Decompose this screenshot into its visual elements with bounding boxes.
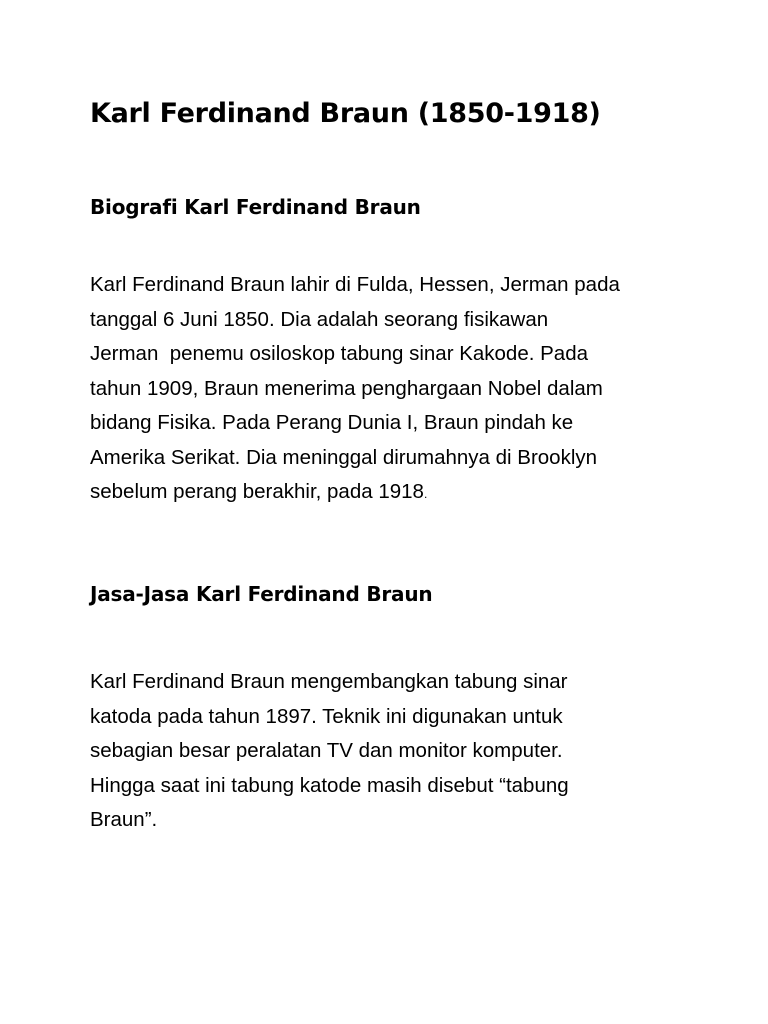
paragraph-jasa bbox=[90, 665, 690, 838]
section-heading-jasa: Jasa-Jasa Karl Ferdinand Braun bbox=[90, 582, 433, 606]
paragraph-line: sebagian besar peralatan TV dan monitor komputer. bbox=[90, 739, 563, 762]
paragraph-biografi bbox=[90, 268, 690, 512]
paragraph-line: Braun”. bbox=[90, 808, 158, 831]
paragraph-end-mark: . bbox=[423, 487, 428, 501]
paragraph-line: Amerika Serikat. Dia meninggal dirumahnya di Brooklyn bbox=[90, 445, 598, 469]
paragraph-line: tanggal 6 Juni 1850. Dia adalah seorang fisikawan bbox=[90, 307, 549, 331]
paragraph-line: Karl Ferdinand Braun mengembangkan tabung sinar bbox=[90, 670, 568, 693]
paragraph-line: Hingga saat ini tabung katode masih disebut “tabung bbox=[90, 773, 569, 797]
paragraph-line: tahun 1909, Braun menerima penghargaan Nobel dalam bbox=[90, 376, 603, 400]
section-heading-biografi: Biografi Karl Ferdinand Braun bbox=[90, 195, 421, 219]
paragraph-line: Karl Ferdinand Braun lahir di Fulda, Hessen, Jerman pada bbox=[90, 273, 620, 296]
document-title: Karl Ferdinand Braun (1850-1918) bbox=[90, 98, 601, 129]
paragraph-line: bidang Fisika. Pada Perang Dunia I, Braun pindah ke bbox=[90, 411, 574, 434]
paragraph-line: katoda pada tahun 1897. Teknik ini digunakan untuk bbox=[90, 704, 563, 728]
paragraph-line-last bbox=[90, 475, 690, 512]
paragraph-line: Jerman penemu osiloskop tabung sinar Kakode. Pada bbox=[90, 342, 589, 365]
paragraph-line-text: sebelum perang berakhir, pada 1918 bbox=[90, 480, 424, 503]
